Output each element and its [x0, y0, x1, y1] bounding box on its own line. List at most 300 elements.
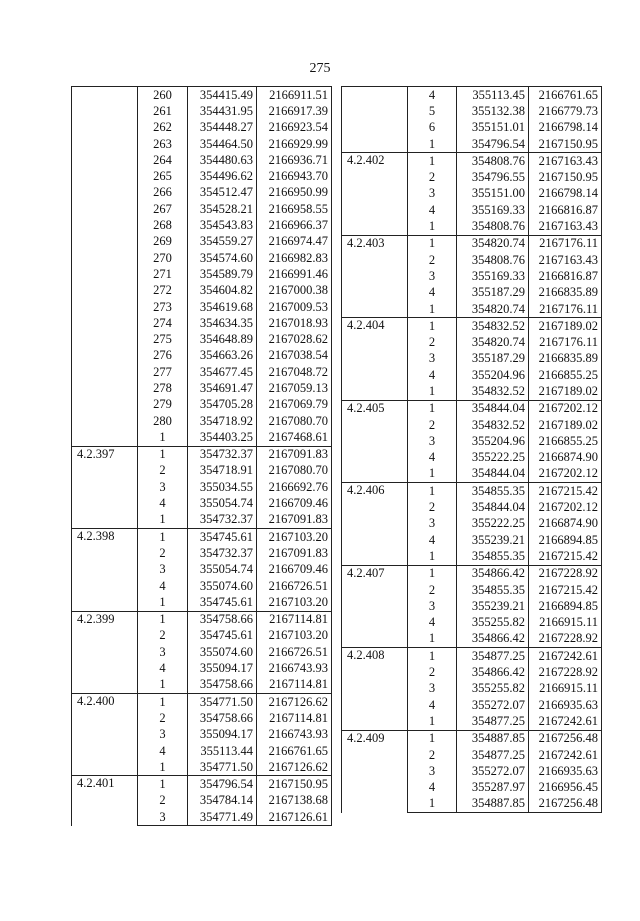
y-coordinate: 2167163.43	[529, 252, 602, 268]
point-number: 4	[408, 615, 457, 631]
x-coordinate: 354718.91	[188, 463, 257, 479]
point-number: 2	[408, 169, 457, 185]
point-number: 1	[138, 776, 188, 793]
point-number: 1	[408, 383, 457, 400]
x-coordinate: 354866.42	[457, 631, 529, 648]
y-coordinate: 2167009.53	[257, 299, 332, 315]
y-coordinate: 2167228.92	[529, 664, 602, 680]
table-row	[342, 153, 602, 170]
point-number: 1	[408, 548, 457, 565]
section-number	[342, 87, 408, 153]
point-number: 4	[138, 660, 188, 676]
table-row	[72, 776, 332, 793]
y-coordinate: 2166958.55	[257, 201, 332, 217]
section-number: 4.2.409	[342, 730, 408, 812]
y-coordinate: 2167189.02	[529, 383, 602, 400]
point-number: 3	[408, 186, 457, 202]
x-coordinate: 354784.14	[188, 793, 257, 809]
x-coordinate: 354820.74	[457, 235, 529, 252]
y-coordinate: 2167150.95	[529, 136, 602, 153]
y-coordinate: 2166798.14	[529, 186, 602, 202]
x-coordinate: 354887.85	[457, 730, 529, 747]
x-coordinate: 355054.74	[188, 495, 257, 511]
point-number: 1	[408, 235, 457, 252]
section-number: 4.2.404	[342, 318, 408, 400]
point-number: 2	[138, 710, 188, 726]
section-number: 4.2.397	[72, 446, 138, 528]
y-coordinate: 2166816.87	[529, 202, 602, 218]
x-coordinate: 355204.96	[457, 367, 529, 383]
table-row	[342, 400, 602, 417]
x-coordinate: 355239.21	[457, 532, 529, 548]
point-number: 1	[138, 446, 188, 463]
x-coordinate: 354771.50	[188, 759, 257, 776]
x-coordinate: 354832.52	[457, 383, 529, 400]
point-number: 2	[138, 463, 188, 479]
y-coordinate: 2166855.25	[529, 367, 602, 383]
y-coordinate: 2167228.92	[529, 565, 602, 582]
y-coordinate: 2167215.42	[529, 483, 602, 500]
point-number: 269	[138, 234, 188, 250]
point-number: 1	[138, 611, 188, 628]
table-row	[72, 87, 332, 104]
table-row	[72, 611, 332, 628]
table-row	[342, 648, 602, 665]
point-number: 1	[138, 512, 188, 529]
point-number: 267	[138, 201, 188, 217]
y-coordinate: 2167215.42	[529, 548, 602, 565]
point-number: 261	[138, 103, 188, 119]
y-coordinate: 2167103.20	[257, 594, 332, 611]
y-coordinate: 2167059.13	[257, 380, 332, 396]
point-number: 1	[408, 400, 457, 417]
point-number: 3	[408, 763, 457, 779]
point-number: 1	[408, 713, 457, 730]
x-coordinate: 354887.85	[457, 796, 529, 813]
x-coordinate: 354771.50	[188, 693, 257, 710]
y-coordinate: 2167091.83	[257, 512, 332, 529]
x-coordinate: 355113.44	[188, 743, 257, 759]
point-number: 4	[408, 779, 457, 795]
y-coordinate: 2167126.61	[257, 809, 332, 826]
table-row	[342, 565, 602, 582]
point-number: 3	[408, 433, 457, 449]
y-coordinate: 2167114.81	[257, 677, 332, 694]
x-coordinate: 354771.49	[188, 809, 257, 826]
x-coordinate: 355169.33	[457, 268, 529, 284]
x-coordinate: 354745.61	[188, 628, 257, 644]
y-coordinate: 2167176.11	[529, 301, 602, 318]
y-coordinate: 2166974.47	[257, 234, 332, 250]
point-number: 278	[138, 380, 188, 396]
y-coordinate: 2167176.11	[529, 334, 602, 350]
x-coordinate: 355272.07	[457, 697, 529, 713]
point-number: 4	[138, 578, 188, 594]
x-coordinate: 355255.82	[457, 615, 529, 631]
point-number: 268	[138, 217, 188, 233]
point-number: 1	[408, 730, 457, 747]
point-number: 263	[138, 136, 188, 152]
y-coordinate: 2166726.51	[257, 644, 332, 660]
point-number: 1	[138, 693, 188, 710]
x-coordinate: 355222.25	[457, 516, 529, 532]
point-number: 266	[138, 185, 188, 201]
x-coordinate: 354403.25	[188, 429, 257, 446]
x-coordinate: 354732.37	[188, 512, 257, 529]
y-coordinate: 2166894.85	[529, 532, 602, 548]
y-coordinate: 2167202.12	[529, 466, 602, 483]
point-number: 3	[408, 681, 457, 697]
y-coordinate: 2167242.61	[529, 713, 602, 730]
point-number: 3	[138, 644, 188, 660]
x-coordinate: 354832.52	[457, 318, 529, 335]
section-number: 4.2.407	[342, 565, 408, 647]
point-number: 1	[408, 483, 457, 500]
x-coordinate: 354855.35	[457, 582, 529, 598]
point-number: 1	[408, 136, 457, 153]
x-coordinate: 354832.52	[457, 417, 529, 433]
point-number: 1	[138, 529, 188, 546]
y-coordinate: 2166966.37	[257, 217, 332, 233]
y-coordinate: 2166874.90	[529, 516, 602, 532]
point-number: 271	[138, 266, 188, 282]
point-number: 279	[138, 397, 188, 413]
coordinates-table-right	[341, 86, 602, 813]
point-number: 2	[408, 252, 457, 268]
x-coordinate: 354589.79	[188, 266, 257, 282]
y-coordinate: 2166936.71	[257, 152, 332, 168]
point-number: 3	[138, 562, 188, 578]
x-coordinate: 355287.97	[457, 779, 529, 795]
x-coordinate: 354866.42	[457, 664, 529, 680]
y-coordinate: 2166855.25	[529, 433, 602, 449]
y-coordinate: 2167018.93	[257, 315, 332, 331]
x-coordinate: 354844.04	[457, 466, 529, 483]
point-number: 5	[408, 103, 457, 119]
y-coordinate: 2167080.70	[257, 463, 332, 479]
x-coordinate: 355094.17	[188, 727, 257, 743]
table-row	[342, 730, 602, 747]
point-number: 4	[138, 743, 188, 759]
x-coordinate: 354663.26	[188, 348, 257, 364]
x-coordinate: 354796.55	[457, 169, 529, 185]
point-number: 272	[138, 283, 188, 299]
point-number: 1	[138, 759, 188, 776]
y-coordinate: 2167242.61	[529, 747, 602, 763]
x-coordinate: 354808.76	[457, 252, 529, 268]
point-number: 2	[408, 417, 457, 433]
x-coordinate: 354691.47	[188, 380, 257, 396]
y-coordinate: 2167028.62	[257, 331, 332, 347]
section-number: 4.2.400	[72, 693, 138, 775]
point-number: 2	[408, 747, 457, 763]
y-coordinate: 2166929.99	[257, 136, 332, 152]
point-number: 1	[408, 648, 457, 665]
y-coordinate: 2167038.54	[257, 348, 332, 364]
y-coordinate: 2167163.43	[529, 153, 602, 170]
y-coordinate: 2166943.70	[257, 168, 332, 184]
table-row	[72, 693, 332, 710]
x-coordinate: 355239.21	[457, 598, 529, 614]
x-coordinate: 354820.74	[457, 334, 529, 350]
y-coordinate: 2166835.89	[529, 351, 602, 367]
y-coordinate: 2167163.43	[529, 218, 602, 235]
x-coordinate: 354619.68	[188, 299, 257, 315]
point-number: 3	[408, 351, 457, 367]
point-number: 265	[138, 168, 188, 184]
y-coordinate: 2167000.38	[257, 283, 332, 299]
section-number: 4.2.402	[342, 153, 408, 235]
y-coordinate: 2167189.02	[529, 417, 602, 433]
x-coordinate: 354732.37	[188, 545, 257, 561]
y-coordinate: 2166726.51	[257, 578, 332, 594]
y-coordinate: 2166761.65	[257, 743, 332, 759]
table-row	[72, 529, 332, 546]
y-coordinate: 2166935.63	[529, 697, 602, 713]
x-coordinate: 354431.95	[188, 103, 257, 119]
point-number: 4	[408, 87, 457, 104]
point-number: 1	[138, 594, 188, 611]
x-coordinate: 355094.17	[188, 660, 257, 676]
y-coordinate: 2167256.48	[529, 796, 602, 813]
x-coordinate: 355272.07	[457, 763, 529, 779]
x-coordinate: 354480.63	[188, 152, 257, 168]
y-coordinate: 2166816.87	[529, 268, 602, 284]
y-coordinate: 2167150.95	[257, 776, 332, 793]
y-coordinate: 2167189.02	[529, 318, 602, 335]
y-coordinate: 2167114.81	[257, 611, 332, 628]
point-number: 274	[138, 315, 188, 331]
point-number: 262	[138, 120, 188, 136]
y-coordinate: 2166917.39	[257, 103, 332, 119]
y-coordinate: 2167126.62	[257, 693, 332, 710]
y-coordinate: 2166709.46	[257, 562, 332, 578]
y-coordinate: 2166894.85	[529, 598, 602, 614]
x-coordinate: 354496.62	[188, 168, 257, 184]
x-coordinate: 354808.76	[457, 153, 529, 170]
point-number: 4	[408, 367, 457, 383]
point-number: 280	[138, 413, 188, 429]
coordinates-table-left	[71, 86, 332, 826]
y-coordinate: 2167126.62	[257, 759, 332, 776]
point-number: 260	[138, 87, 188, 104]
y-coordinate: 2166911.51	[257, 87, 332, 104]
x-coordinate: 355222.25	[457, 450, 529, 466]
table-row	[342, 483, 602, 500]
point-number: 2	[408, 334, 457, 350]
section-number: 4.2.399	[72, 611, 138, 693]
point-number: 6	[408, 120, 457, 136]
point-number: 276	[138, 348, 188, 364]
x-coordinate: 354745.61	[188, 594, 257, 611]
y-coordinate: 2166923.54	[257, 120, 332, 136]
section-number	[72, 87, 138, 447]
y-coordinate: 2167468.61	[257, 429, 332, 446]
x-coordinate: 354758.66	[188, 710, 257, 726]
table-row	[342, 87, 602, 104]
point-number: 2	[138, 628, 188, 644]
y-coordinate: 2167069.79	[257, 397, 332, 413]
point-number: 1	[408, 301, 457, 318]
x-coordinate: 354604.82	[188, 283, 257, 299]
y-coordinate: 2167091.83	[257, 545, 332, 561]
point-number: 1	[408, 153, 457, 170]
x-coordinate: 355034.55	[188, 479, 257, 495]
x-coordinate: 354732.37	[188, 446, 257, 463]
x-coordinate: 355113.45	[457, 87, 529, 104]
x-coordinate: 354705.28	[188, 397, 257, 413]
y-coordinate: 2166950.99	[257, 185, 332, 201]
y-coordinate: 2166692.76	[257, 479, 332, 495]
point-number: 2	[138, 793, 188, 809]
x-coordinate: 354574.60	[188, 250, 257, 266]
point-number: 1	[408, 631, 457, 648]
point-number: 1	[408, 796, 457, 813]
point-number: 275	[138, 331, 188, 347]
x-coordinate: 354758.66	[188, 677, 257, 694]
x-coordinate: 354855.35	[457, 548, 529, 565]
point-number: 273	[138, 299, 188, 315]
x-coordinate: 354796.54	[457, 136, 529, 153]
y-coordinate: 2166743.93	[257, 727, 332, 743]
y-coordinate: 2166982.83	[257, 250, 332, 266]
y-coordinate: 2166743.93	[257, 660, 332, 676]
x-coordinate: 354877.25	[457, 713, 529, 730]
point-number: 3	[408, 516, 457, 532]
x-coordinate: 354543.83	[188, 217, 257, 233]
x-coordinate: 354634.35	[188, 315, 257, 331]
y-coordinate: 2167228.92	[529, 631, 602, 648]
point-number: 4	[408, 285, 457, 301]
x-coordinate: 354808.76	[457, 218, 529, 235]
y-coordinate: 2166956.45	[529, 779, 602, 795]
x-coordinate: 354877.25	[457, 648, 529, 665]
x-coordinate: 354559.27	[188, 234, 257, 250]
table-row	[342, 235, 602, 252]
x-coordinate: 354745.61	[188, 529, 257, 546]
x-coordinate: 355169.33	[457, 202, 529, 218]
x-coordinate: 354648.89	[188, 331, 257, 347]
point-number: 4	[408, 697, 457, 713]
y-coordinate: 2166935.63	[529, 763, 602, 779]
x-coordinate: 354512.47	[188, 185, 257, 201]
point-number: 3	[138, 727, 188, 743]
point-number: 4	[408, 202, 457, 218]
y-coordinate: 2166798.14	[529, 120, 602, 136]
point-number: 3	[408, 598, 457, 614]
point-number: 1	[408, 318, 457, 335]
y-coordinate: 2167048.72	[257, 364, 332, 380]
table-row	[72, 446, 332, 463]
x-coordinate: 354855.35	[457, 483, 529, 500]
point-number: 1	[408, 466, 457, 483]
x-coordinate: 355074.60	[188, 578, 257, 594]
table-row	[342, 318, 602, 335]
x-coordinate: 355204.96	[457, 433, 529, 449]
x-coordinate: 355074.60	[188, 644, 257, 660]
x-coordinate: 354844.04	[457, 400, 529, 417]
point-number: 277	[138, 364, 188, 380]
y-coordinate: 2166835.89	[529, 285, 602, 301]
x-coordinate: 355187.29	[457, 351, 529, 367]
section-number: 4.2.401	[72, 776, 138, 826]
point-number: 4	[138, 495, 188, 511]
y-coordinate: 2166915.11	[529, 681, 602, 697]
point-number: 264	[138, 152, 188, 168]
point-number: 2	[408, 582, 457, 598]
y-coordinate: 2167202.12	[529, 400, 602, 417]
y-coordinate: 2167150.95	[529, 169, 602, 185]
y-coordinate: 2167176.11	[529, 235, 602, 252]
y-coordinate: 2166915.11	[529, 615, 602, 631]
point-number: 4	[408, 532, 457, 548]
x-coordinate: 354415.49	[188, 87, 257, 104]
x-coordinate: 354718.92	[188, 413, 257, 429]
x-coordinate: 354528.21	[188, 201, 257, 217]
y-coordinate: 2167215.42	[529, 582, 602, 598]
point-number: 2	[408, 664, 457, 680]
point-number: 3	[138, 809, 188, 826]
x-coordinate: 354448.27	[188, 120, 257, 136]
y-coordinate: 2166991.46	[257, 266, 332, 282]
y-coordinate: 2166709.46	[257, 495, 332, 511]
y-coordinate: 2167202.12	[529, 499, 602, 515]
x-coordinate: 355132.38	[457, 103, 529, 119]
point-number: 270	[138, 250, 188, 266]
y-coordinate: 2167256.48	[529, 730, 602, 747]
point-number: 2	[408, 499, 457, 515]
x-coordinate: 354464.50	[188, 136, 257, 152]
y-coordinate: 2167138.68	[257, 793, 332, 809]
point-number: 3	[138, 479, 188, 495]
y-coordinate: 2167242.61	[529, 648, 602, 665]
x-coordinate: 354820.74	[457, 301, 529, 318]
page-number: 275	[309, 61, 331, 76]
x-coordinate: 354796.54	[188, 776, 257, 793]
section-number: 4.2.408	[342, 648, 408, 730]
point-number: 3	[408, 268, 457, 284]
section-number: 4.2.403	[342, 235, 408, 317]
section-number: 4.2.405	[342, 400, 408, 482]
y-coordinate: 2167091.83	[257, 446, 332, 463]
point-number: 1	[138, 429, 188, 446]
x-coordinate: 354758.66	[188, 611, 257, 628]
y-coordinate: 2167103.20	[257, 628, 332, 644]
point-number: 1	[408, 218, 457, 235]
y-coordinate: 2167080.70	[257, 413, 332, 429]
point-number: 2	[138, 545, 188, 561]
x-coordinate: 354877.25	[457, 747, 529, 763]
y-coordinate: 2167114.81	[257, 710, 332, 726]
section-number: 4.2.398	[72, 529, 138, 611]
point-number: 4	[408, 450, 457, 466]
section-number: 4.2.406	[342, 483, 408, 565]
y-coordinate: 2166779.73	[529, 103, 602, 119]
x-coordinate: 355255.82	[457, 681, 529, 697]
y-coordinate: 2167103.20	[257, 529, 332, 546]
x-coordinate: 354677.45	[188, 364, 257, 380]
point-number: 1	[408, 565, 457, 582]
y-coordinate: 2166761.65	[529, 87, 602, 104]
x-coordinate: 355187.29	[457, 285, 529, 301]
x-coordinate: 355151.01	[457, 120, 529, 136]
x-coordinate: 355151.00	[457, 186, 529, 202]
x-coordinate: 354866.42	[457, 565, 529, 582]
y-coordinate: 2166874.90	[529, 450, 602, 466]
point-number: 1	[138, 677, 188, 694]
x-coordinate: 354844.04	[457, 499, 529, 515]
x-coordinate: 355054.74	[188, 562, 257, 578]
